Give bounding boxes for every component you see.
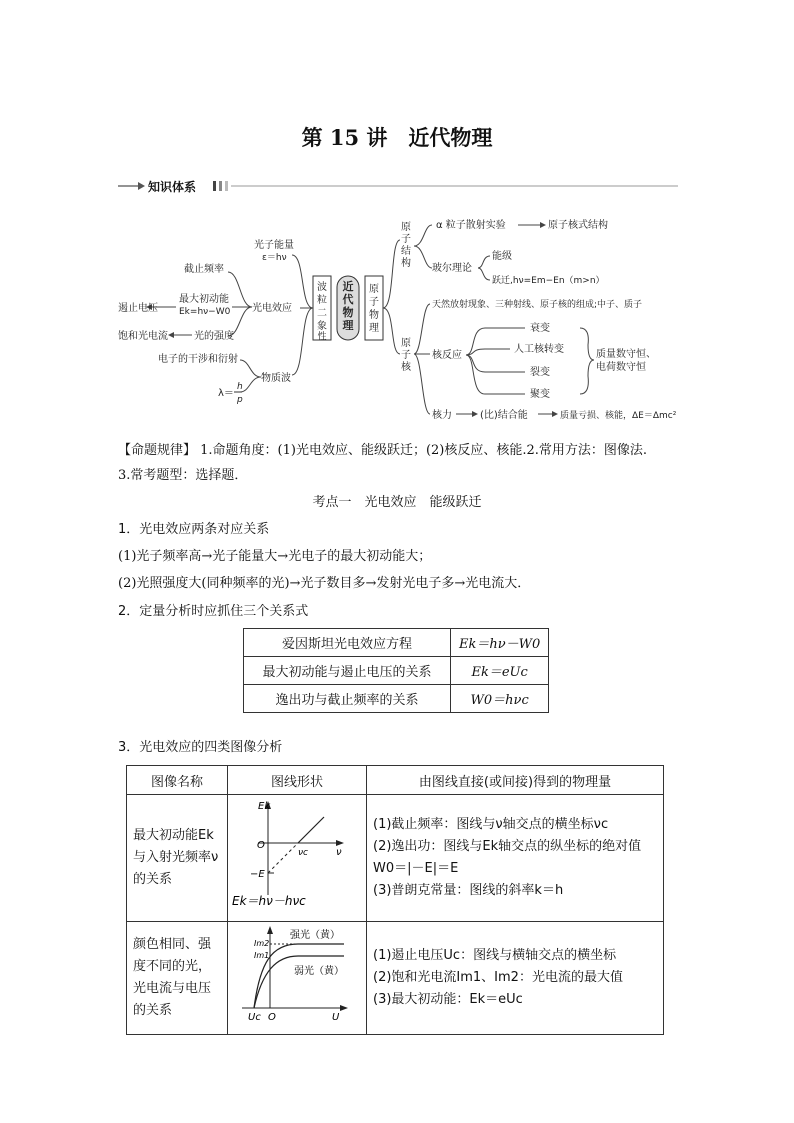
svg-text:性: 性 [317,332,327,342]
svg-text:粒: 粒 [317,295,327,306]
natural-radioactivity: 天然放射现象、三种射线、原子核的组成;中子、质子 [432,300,643,310]
ek-nu-graph [228,795,366,913]
lambda-eq: λ＝ [218,388,234,399]
svg-text:物: 物 [342,306,354,319]
table-header-row: 图像名称 图线形状 由图线直接(或间接)得到的物理量 [127,766,664,795]
table-row: 颜色相同、强度不同的光，光电流与电压的关系 Im2 Im1 强光（黄） 弱光（黄） Uc O U (1)遏止电压Uc：图线与横轴交点的横坐标 (2)饱和光电流Im1、Im2：光电流的最大值 (3)最大初动能：Ek＝eUc [127,922,664,1035]
question-type: 3.常考题型：选择题． [118,468,248,483]
svg-text:νc: νc [298,848,308,858]
light-intensity: 光的强度 [194,331,234,342]
svg-text:−E: −E [250,869,265,880]
section-label: 知识体系 [148,180,197,194]
svg-text:理: 理 [342,319,354,332]
svg-text:O: O [257,840,265,851]
heading-3: 3．光电效应的四类图像分析 [118,740,283,755]
nuclear-force: 核力 [432,410,452,421]
heading-1: 1．光电效应两条对应关系 [118,522,270,537]
svg-text:核: 核 [401,362,411,373]
saturation-current: 饱和光电流 [118,331,168,342]
bohr-theory: 玻尔理论 [432,263,472,274]
iu-graph [228,922,366,1026]
table-row: 爱因斯坦光电效应方程 Ek＝hν－W0 [244,629,549,657]
stopping-voltage: 遏止电压 [118,303,158,314]
proposition-rules: 【命题规律】 1.命题角度：(1)光电效应、能级跃迁；(2)核反应、核能.2.常用方法：图像法. [118,443,648,458]
svg-text:强光（黄）: 强光（黄） [290,930,340,941]
photon-energy-formula: ε＝hν [262,253,287,263]
svg-text:Im1: Im1 [254,951,270,960]
svg-text:弱光（黄）: 弱光（黄） [294,966,344,977]
svg-text:原: 原 [369,284,379,295]
svg-text:象: 象 [317,321,327,332]
alpha-scattering: α 粒子散射实验 [436,220,506,231]
svg-text:结: 结 [401,246,411,257]
table-row: 最大初动能Ek与入射光频率ν的关系 Ek O ν νc −E Ek＝hν－hνc (1)截止频率：图线与ν轴交点的横坐标νc (2)逸出功：图线与Ek轴交点的纵坐标的绝对值 W0＝|－E|＝E (3)普朗克常量：图线的斜率k＝h [127,795,664,922]
relations-table [243,628,549,713]
electron-diffraction: 电子的干涉和衍射 [158,354,238,365]
svg-text:p: p [237,395,243,405]
topic-heading: 考点一 光电效应 能级跃迁 [312,495,482,510]
heading-2: 2．定量分析时应抓住三个关系式 [118,604,309,619]
knowledge-mindmap [0,0,794,430]
transition: 跃迁,hν=Em−En（m>n） [492,276,605,286]
mass-defect: 质量亏损、核能，ΔE＝Δmc² [560,411,677,421]
binding-energy: (比)结合能 [480,410,528,421]
svg-text:代: 代 [342,293,354,306]
max-ke-formula: Ek=hν−W0 [179,307,231,317]
svg-text:O: O [268,1012,276,1023]
svg-text:构: 构 [401,258,411,269]
svg-text:原: 原 [401,338,411,349]
svg-text:U: U [332,1012,340,1023]
table-row: 最大初动能与遏止电压的关系 Ek＝eUc [244,657,549,685]
energy-levels: 能级 [492,251,512,262]
svg-text:物: 物 [369,310,379,321]
svg-text:波: 波 [317,282,327,293]
center-1: 近 [342,280,354,293]
nuclear-reaction: 核反应 [432,350,462,361]
fusion: 聚变 [530,389,550,400]
fission: 裂变 [530,367,550,378]
table-row: 逸出功与截止频率的关系 W0＝hνc [244,685,549,713]
svg-text:理: 理 [369,323,379,334]
svg-text:子: 子 [401,350,411,361]
page-title: 第 15 讲 近代物理 [301,125,493,150]
matter-wave: 物质波 [261,373,291,384]
nuclear-model: 原子核式结构 [548,220,608,231]
cutoff-frequency: 截止频率 [184,264,224,275]
artificial-transmutation: 人工核转变 [514,344,564,355]
max-kinetic-energy: 最大初动能 [179,294,229,305]
line-1: (1)光子频率高→光子能量大→光电子的最大初动能大； [118,549,432,564]
svg-text:二: 二 [317,308,327,319]
svg-text:Uc: Uc [248,1012,261,1023]
graph-caption: Ek＝hν－hνc [232,894,306,908]
mass-number-conservation: 质量数守恒、 [596,349,656,360]
svg-text:Im2: Im2 [254,939,270,948]
charge-conservation: 电荷数守恒 [596,362,646,373]
photoelectric-effect: 光电效应 [252,303,292,314]
svg-text:ν: ν [336,847,342,858]
graph-analysis-table [126,765,664,1035]
svg-text:h: h [237,382,243,392]
svg-text:子: 子 [369,297,379,308]
decay: 衰变 [530,323,550,334]
svg-text:子: 子 [401,234,411,245]
photon-energy: 光子能量 [254,240,294,251]
svg-text:Ek: Ek [258,801,271,812]
line-2: (2)光照强度大(同种频率的光)→光子数目多→发射光电子多→光电流大． [118,576,531,591]
svg-text:原: 原 [401,222,411,233]
